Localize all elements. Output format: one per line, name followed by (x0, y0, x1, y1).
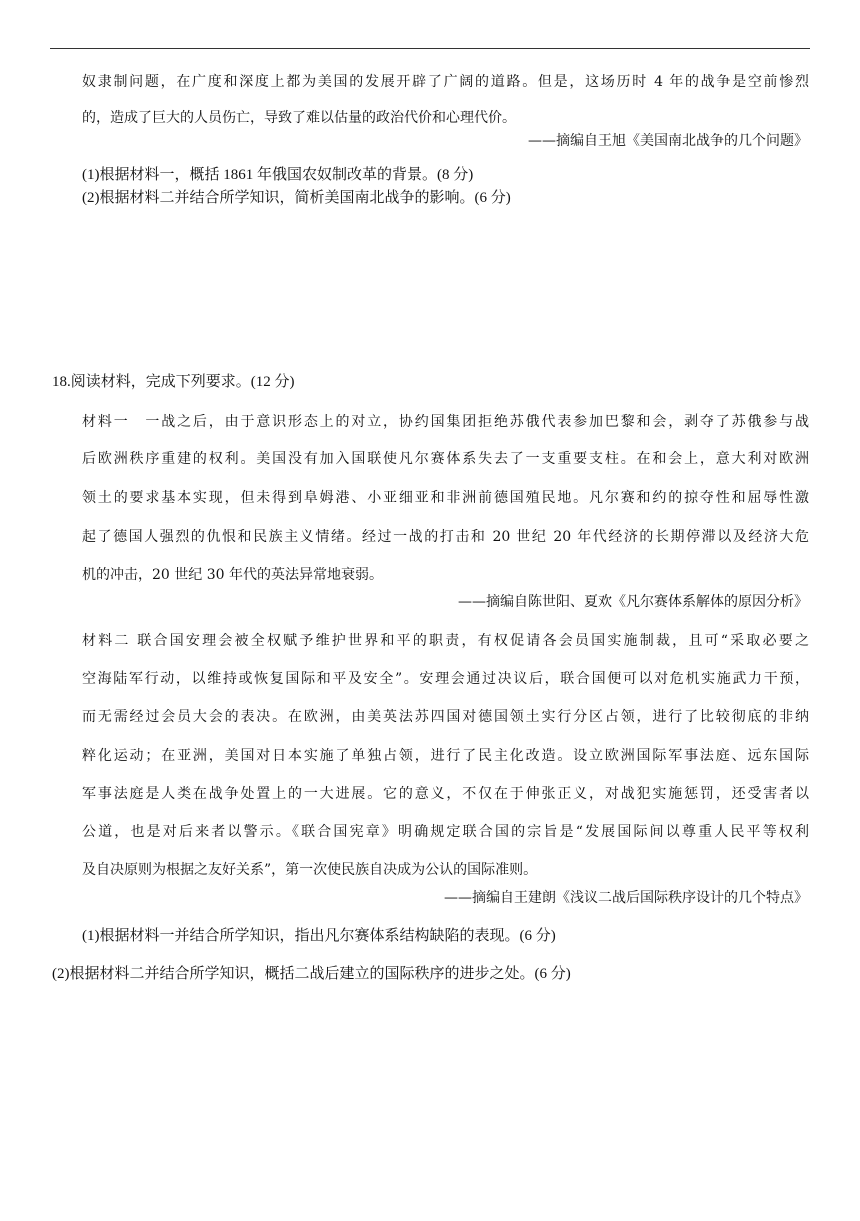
material2-source: ——摘编自王建朗《浅议二战后国际秩序设计的几个特点》 (444, 890, 808, 906)
material-source: ——摘编自王旭《美国南北战争的几个问题》 (528, 133, 808, 149)
material1-line: 起了德国人强烈的仇恨和民族主义情绪。经过一战的打击和 20 世纪 20 年代经济的长期停滞以及经济大危 (82, 529, 809, 545)
material-line: 的，造成了巨大的人员伤亡，导致了难以估量的政治代价和心理代价。 (82, 110, 516, 126)
sub-question-1: (1)根据材料一并结合所学知识，指出凡尔赛体系结构缺陷的表现。(6 分) (82, 928, 556, 944)
material2-line: 空海陆军行动，以维持或恢复国际和平及安全”。安理会通过决议后，联合国便可以对危机实施武力干预， (82, 671, 809, 687)
material1-source: ——摘编自陈世阳、夏欢《凡尔赛体系解体的原因分析》 (458, 594, 808, 610)
material1-line: 材料一 一战之后，由于意识形态上的对立，协约国集团拒绝苏俄代表参加巴黎和会，剥夺了苏俄参与战 (82, 414, 809, 430)
material2-line: 公道，也是对后来者以警示。《联合国宪章》明确规定联合国的宗旨是“发展国际间以尊重人民平等权利 (82, 824, 809, 840)
material-line: 奴隶制问题，在广度和深度上都为美国的发展开辟了广阔的道路。但是，这场历时 4 年的战争是空前惨烈 (82, 74, 809, 90)
material1-line: 机的冲击，20 世纪 30 年代的英法异常地衰弱。 (82, 567, 383, 583)
material2-line: 及自决原则为根据之友好关系”，第一次使民族自决成为公认的国际准则。 (82, 862, 538, 878)
material2-line: 而无需经过会员大会的表决。在欧洲，由美英法苏四国对德国领土实行分区占领，进行了比较彻底的非纳 (82, 709, 809, 725)
material1-line: 领土的要求基本实现，但未得到阜姆港、小亚细亚和非洲前德国殖民地。凡尔赛和约的掠夺性和屈辱性激 (82, 490, 809, 506)
material2-line: 粹化运动；在亚洲，美国对日本实施了单独占领，进行了民主化改造。设立欧洲国际军事法庭、远东国际 (82, 748, 809, 764)
material2-line: 军事法庭是人类在战争处置上的一大进展。它的意义，不仅在于伸张正义，对战犯实施惩罚，还受害者以 (82, 786, 809, 802)
material1-line: 后欧洲秩序重建的权利。美国没有加入国联使凡尔赛体系失去了一支重要支柱。在和会上，意大利对欧洲 (82, 451, 809, 467)
header-rule (50, 48, 810, 49)
sub-question-1: (1)根据材料一，概括 1861 年俄国农奴制改革的背景。(8 分) (82, 167, 474, 183)
sub-question-2: (2)根据材料二并结合所学知识，概括二战后建立的国际秩序的进步之处。(6 分) (52, 966, 571, 982)
material2-line: 材料二 联合国安理会被全权赋予维护世界和平的职责，有权促请各会员国实施制裁，且可“采取必要之 (82, 633, 809, 649)
question-18-stem: 18.阅读材料，完成下列要求。(12 分) (52, 374, 295, 390)
sub-question-2: (2)根据材料二并结合所学知识，简析美国南北战争的影响。(6 分) (82, 190, 511, 206)
